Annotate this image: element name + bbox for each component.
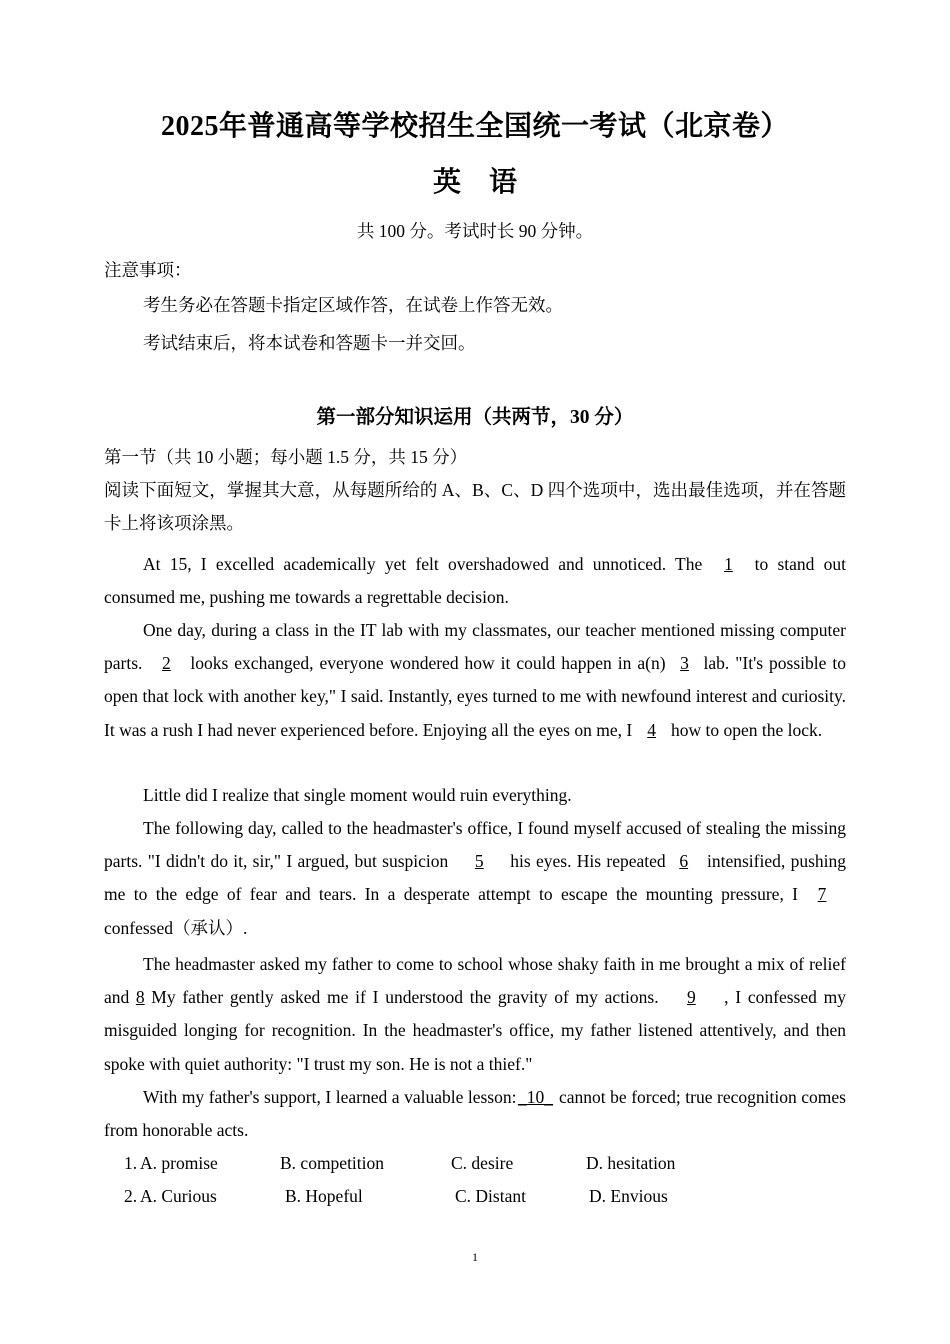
text-run: intensified, pushing me to the edge of fear and tears. In a desperate attempt to escape the mounting pressure, I (104, 851, 846, 905)
instructions: 阅读下面短文，掌握其大意，从每题所给的 A、B、C、D 四个选项中，选出最佳选项，并在答题卡上将该项涂黑。 (104, 480, 846, 534)
passage-paragraph-3: Little did I realize that single moment would ruin everything. (143, 785, 572, 805)
blank-3: 3 (680, 653, 689, 674)
text-run: The following day, called to the headmaster's office, I found myself accused of stealing the missing parts. "I didn't do it, sir," I argued, but suspicion (104, 818, 846, 872)
exam-title: 2025年普通高等学校招生全国统一考试（北京卷） (160, 111, 789, 142)
text-run: confessed（承认）. (104, 917, 248, 938)
blank-1: 1 (724, 554, 733, 574)
passage-paragraph-6 (104, 1081, 846, 1147)
text-run: to stand out consumed me, pushing me towards a regrettable decision. (104, 554, 846, 608)
part1-heading: 第一部分知识运用（共两节，30 分） (316, 407, 634, 428)
text-run: , I confessed my misguided longing for recognition. In the headmaster's office, my father listened attentively, and then spoke with quiet authority: "I trust my son. He is not a thief." (104, 987, 846, 1074)
page-number: 1 (472, 1250, 478, 1264)
option-c: C. Distant (455, 1186, 526, 1206)
passage-paragraph-2 (104, 614, 846, 747)
passage-paragraph-4 (104, 812, 846, 945)
option-a: A. Curious (140, 1186, 217, 1206)
notice-label: 注意事项： (104, 260, 192, 280)
blank-6: 6 (679, 851, 689, 872)
text-run: looks exchanged, everyone wondered how it could happen in a(n) (184, 653, 672, 674)
text-run: how to open the lock. (666, 719, 823, 740)
text-run: cannot be forced; true recognition comes from honorable acts. (104, 1087, 846, 1141)
option-d: D. Envious (589, 1186, 668, 1206)
notice-item-2: 考试结束后，将本试卷和答题卡一并交回。 (143, 333, 476, 353)
option-c: C. desire (451, 1153, 514, 1173)
question-number: 2. (124, 1186, 138, 1206)
blank-4: 4 (647, 719, 656, 740)
passage-paragraph-5 (104, 948, 846, 1081)
question-number: 1. (124, 1153, 138, 1173)
blank-10: _10_ (517, 1087, 553, 1107)
option-d: D. hesitation (586, 1153, 676, 1173)
option-a: A. promise (140, 1153, 218, 1173)
text-run: his eyes. His repeated (510, 851, 666, 872)
text-run: The headmaster asked my father to come to school whose shaky faith in me brought a mix of relief and (104, 954, 846, 1008)
score-time-info: 共 100 分。考试时长 90 分钟。 (356, 221, 594, 241)
notice-item-1: 考生务必在答题卡指定区域作答，在试卷上作答无效。 (143, 295, 563, 315)
text-run: At 15, I excelled academically yet felt overshadowed and unnoticed. The (143, 554, 712, 574)
subject-title: 英语 (432, 167, 545, 198)
blank-2: 2 (162, 653, 171, 674)
blank-8: 8 (135, 987, 145, 1008)
option-b: B. competition (280, 1153, 385, 1173)
text-run: My father gently asked me if I understood the gravity of my actions. (151, 987, 666, 1008)
option-b: B. Hopeful (285, 1186, 363, 1206)
text-run: One day, during a class in the IT lab with my classmates, our teacher mentioned missing computer parts. (104, 620, 846, 674)
text-run: With my father's support, I learned a valuable lesson: (143, 1087, 517, 1107)
blank-5: 5 (474, 851, 484, 872)
passage-paragraph-1 (104, 548, 846, 614)
blank-9: 9 (687, 987, 696, 1008)
section1-info: 第一节（共 10 小题；每小题 1.5 分，共 15 分） (104, 447, 468, 467)
blank-7: 7 (817, 884, 827, 905)
text-run: lab. "It's possible to open that lock with another key," I said. Instantly, eyes turned to me with newfound interest and curiosity. It was a rush I had never experienced before. Enjoying all the eyes on me, I (104, 653, 846, 740)
